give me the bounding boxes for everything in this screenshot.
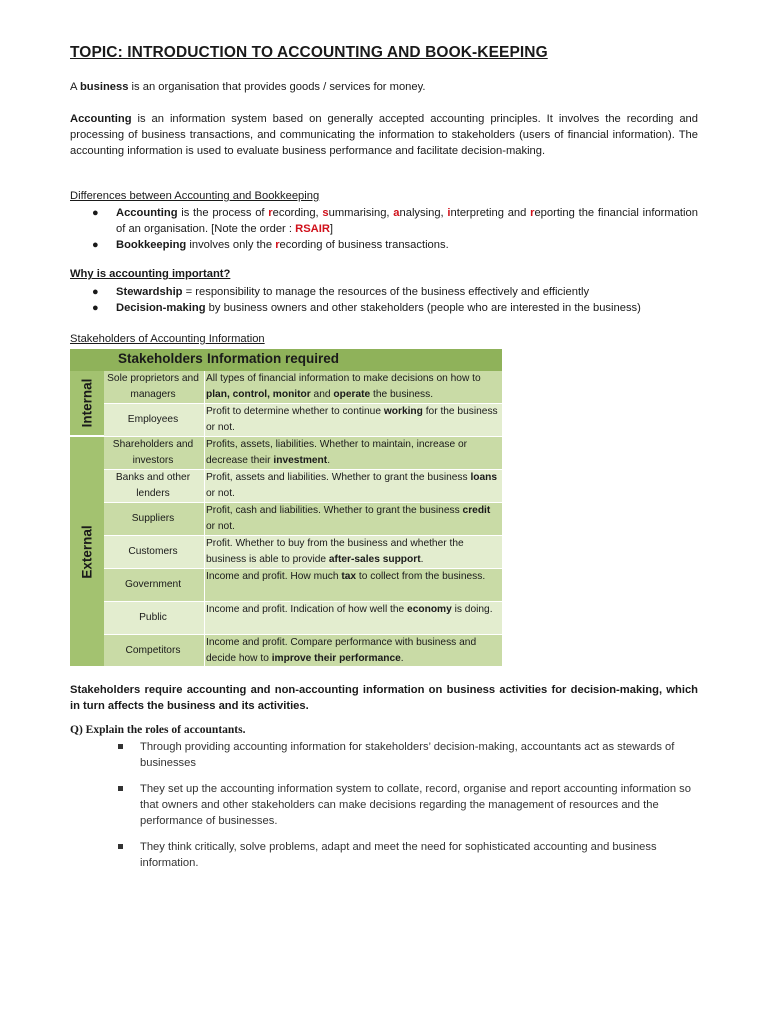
bullet-icon: ● [92, 286, 99, 298]
external-group [70, 437, 104, 666]
info-cell: Profit to determine whether to continue working for the business or not. [206, 406, 498, 434]
info-cell: Profit, assets and liabilities. Whether to grant the business loans or not. [206, 472, 498, 500]
differences-list [70, 205, 698, 253]
answers-list [70, 739, 700, 871]
list-item: ● Stewardship = responsibility to manage the resources of the business effectively and efficiently [92, 286, 590, 298]
differences-heading: Differences between Accounting and Bookkeeping [70, 190, 320, 202]
stakeholder-cell: Customers [128, 546, 178, 557]
stakeholder-cell: Sole proprietors and managers [107, 373, 199, 400]
page-title: TOPIC: INTRODUCTION TO ACCOUNTING AND BOOK-KEEPING [70, 44, 548, 61]
business-definition: A business is an organisation that provides goods / services for money. [70, 81, 426, 93]
info-cell: Profit, cash and liabilities. Whether to grant the business credit or not. [206, 505, 491, 533]
info-cell: Income and profit. How much tax to collect from the business. [206, 571, 486, 582]
table-row [104, 503, 502, 535]
list-item: Through providing accounting information for stakeholders’ decision-making, accountants act as stewards of businesses [70, 739, 700, 771]
why-list [70, 284, 698, 316]
table-row [104, 569, 502, 601]
table-row [104, 536, 502, 568]
external-label: External [79, 524, 95, 579]
stakeholder-cell: Banks and other lenders [115, 472, 191, 499]
square-bullet-icon [118, 786, 123, 791]
square-bullet-icon [118, 844, 123, 849]
stakeholder-cell: Government [124, 579, 182, 590]
info-cell: All types of financial information to make decisions on how to plan, control, monitor and operate the business. [206, 373, 481, 401]
info-cell: Profits, assets, liabilities. Whether to maintain, increase or decrease their investment. [206, 439, 468, 467]
bullet-icon: ● [92, 207, 99, 219]
question-heading: Q) Explain the roles of accountants. [70, 724, 246, 736]
stakeholder-cell: Public [139, 612, 167, 623]
list-item: They think critically, solve problems, adapt and meet the need for sophisticated accounting and business information. [70, 839, 700, 871]
square-bullet-icon [118, 744, 123, 749]
bullet-icon: ● [92, 302, 99, 314]
internal-group [70, 371, 104, 435]
stakeholder-cell: Suppliers [131, 513, 175, 524]
table-row [104, 470, 502, 502]
internal-label: Internal [79, 378, 95, 428]
info-cell: Income and profit. Indication of how well the economy is doing. [206, 604, 493, 615]
stakeholder-cell: Competitors [125, 644, 181, 656]
list-item: ● Bookkeeping involves only the recording of business transactions. [92, 239, 449, 251]
stakeholders-table [70, 349, 502, 666]
column-header-information: Information required [207, 351, 340, 366]
table-row [104, 404, 502, 436]
table-row [104, 371, 502, 403]
accounting-definition: Accounting is an information system based on generally accepted accounting principles. It involves the recording and processing of business transactions, and communicating the information to stakeholders (users of financial information). The accounting information is used to evaluate business performance and facilitate decision-making. [70, 113, 698, 157]
stakeholder-cell: Shareholders and investors [112, 439, 194, 466]
column-header-stakeholders: Stakeholders [118, 351, 203, 366]
list-item: They set up the accounting information system to collate, record, organise and report accounting information so that owners and other stakeholders can make decisions regarding the management of resources and the performance of businesses. [70, 781, 700, 829]
bullet-icon: ● [92, 239, 99, 251]
why-heading: Why is accounting important? [70, 268, 231, 280]
stakeholders-heading: Stakeholders of Accounting Information [70, 333, 265, 345]
stakeholders-summary: Stakeholders require accounting and non-accounting information on business activities for decision-making, which in turn affects the business and its activities. [70, 684, 698, 712]
table-header [70, 349, 502, 371]
table-row [104, 635, 502, 666]
info-cell: Profit. Whether to buy from the business and whether the business is able to provide after-sales support. [206, 538, 464, 566]
table-row [104, 602, 502, 634]
list-item: ● Decision-making by business owners and other stakeholders (people who are interested in the business) [92, 302, 641, 314]
table-row [104, 437, 502, 469]
stakeholder-cell: Employees [127, 414, 179, 425]
info-cell: Income and profit. Compare performance with business and decide how to improve their performance. [206, 637, 477, 665]
list-item: ● Accounting is the process of recording, summarising, analysing, interpreting and reporting the financial information of an organisation. [Note the order : RSAIR] [92, 207, 698, 235]
